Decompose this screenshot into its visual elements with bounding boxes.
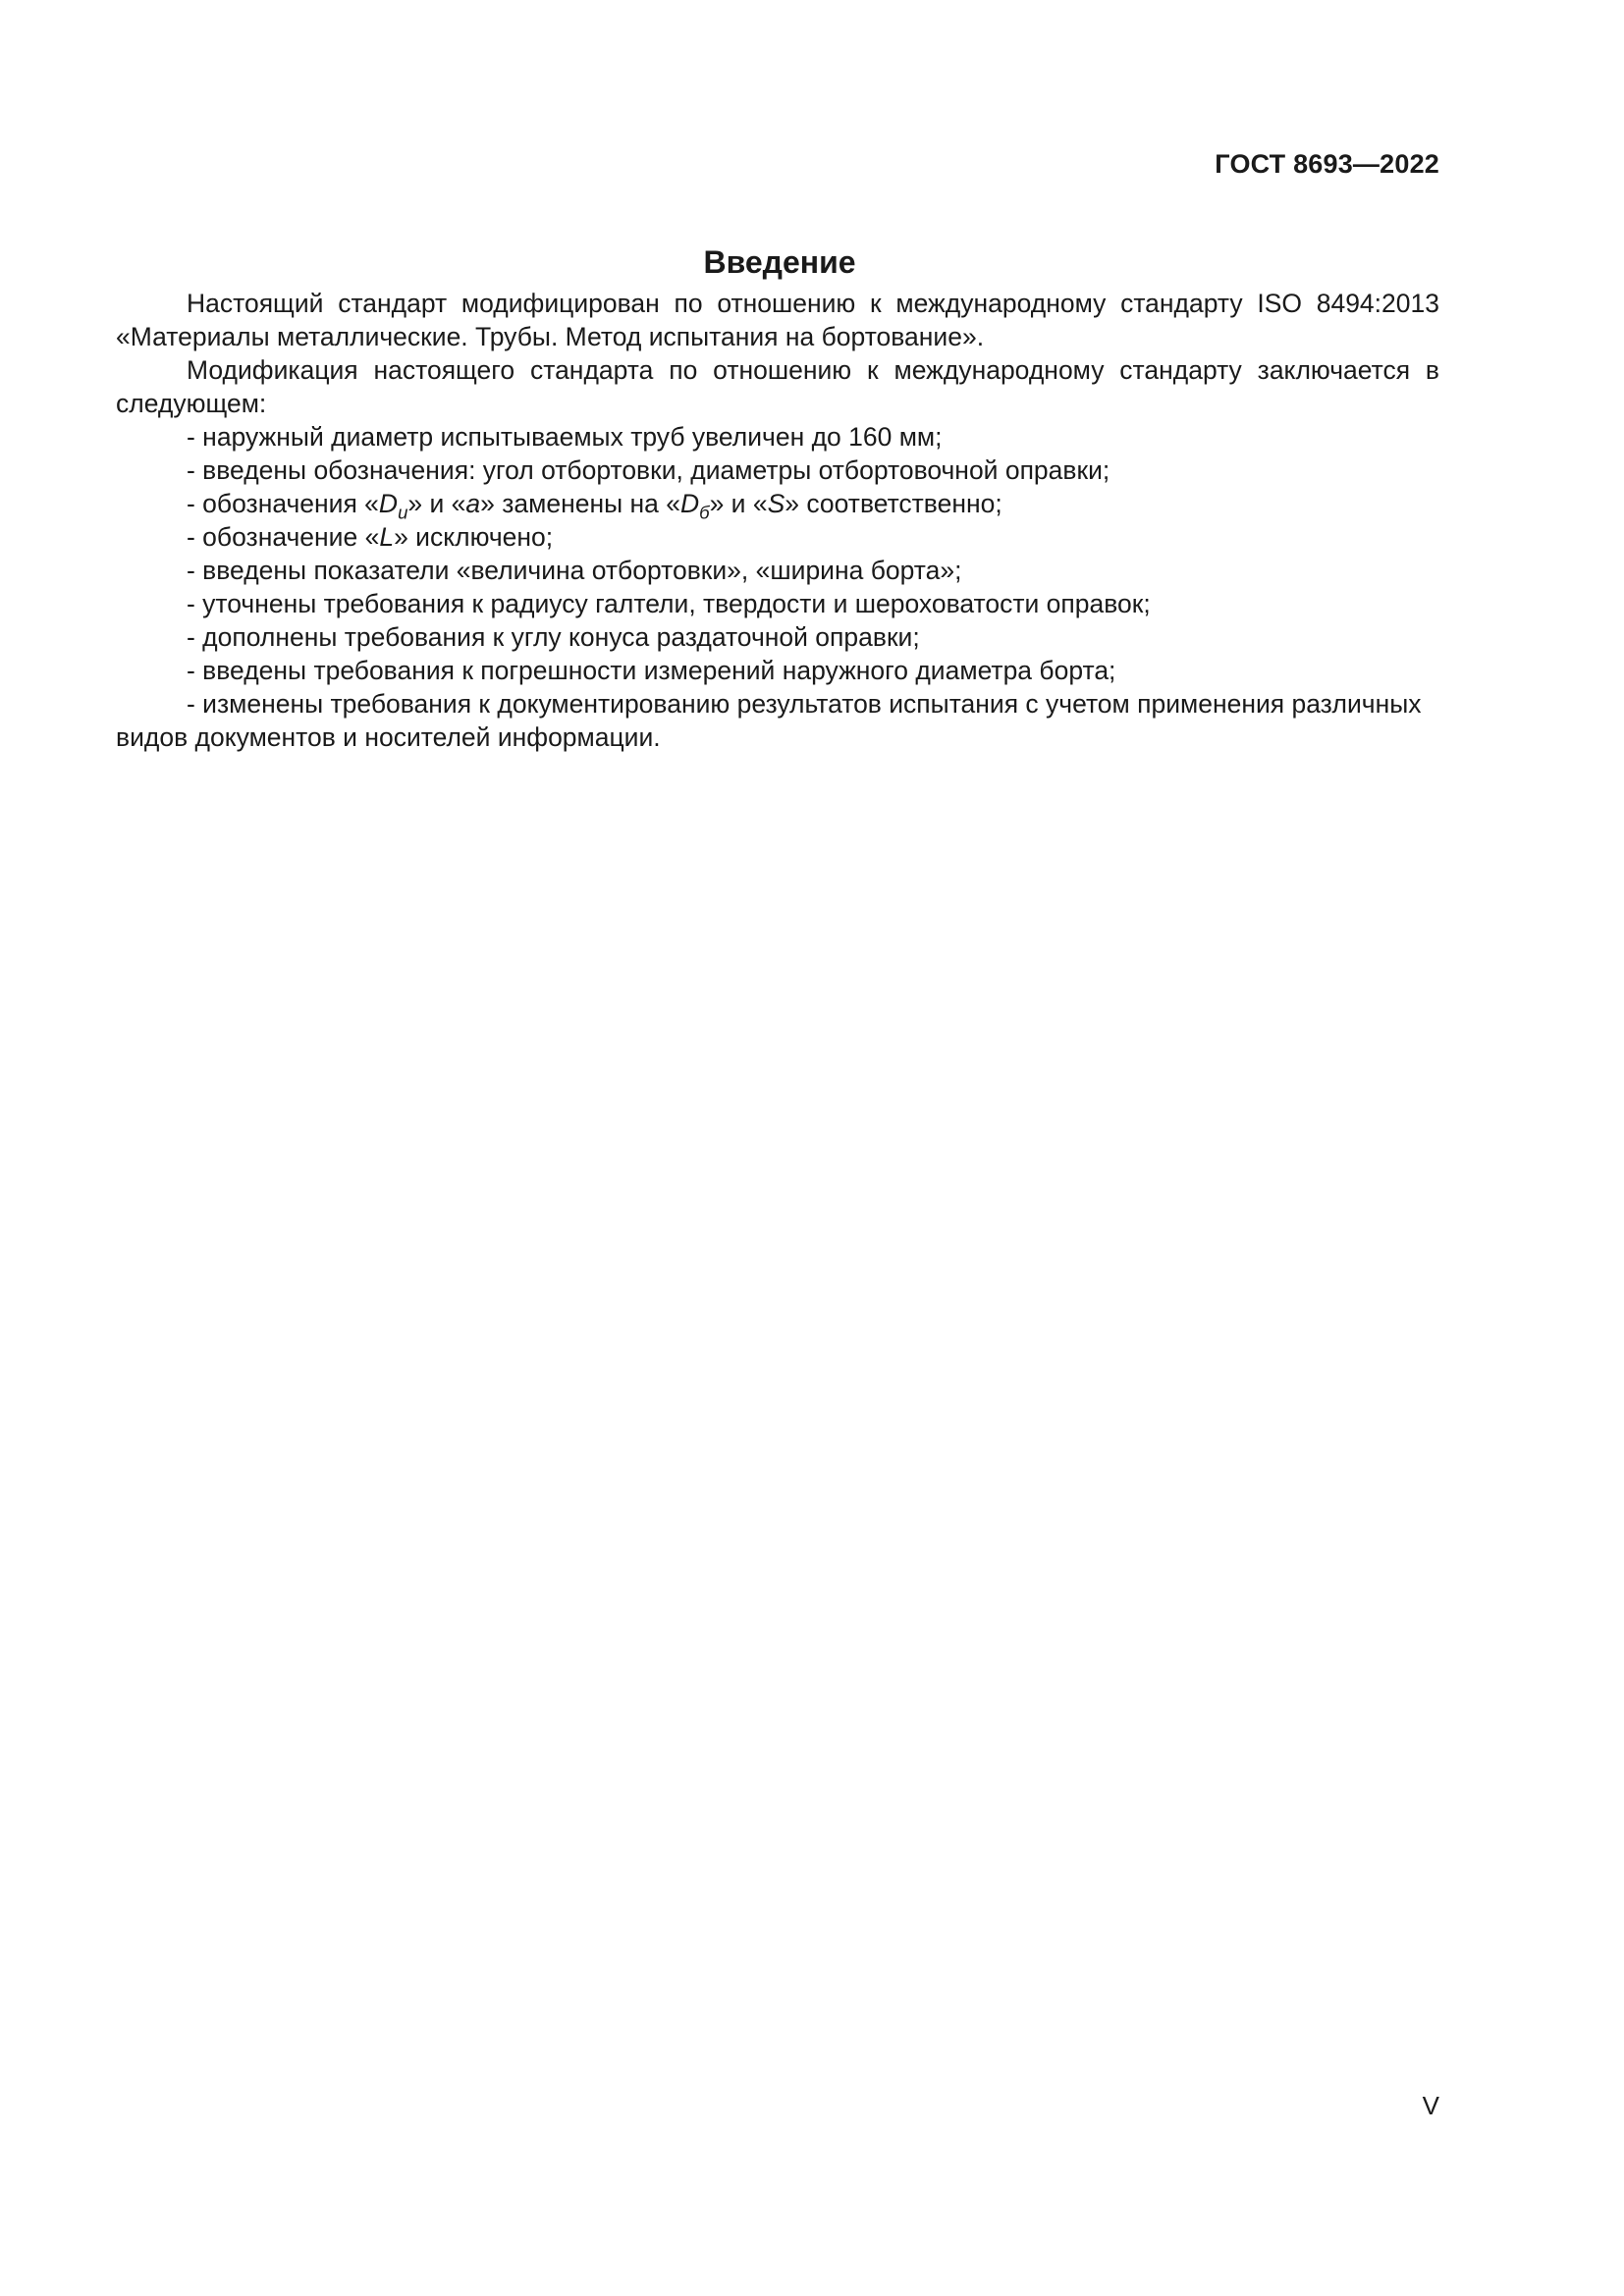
- list-item: - наружный диаметр испытываемых труб увеличен до 160 мм;: [187, 422, 943, 452]
- document-body: [116, 287, 1439, 754]
- list-item: - дополнены требования к углу конуса раздаточной оправки;: [187, 622, 920, 652]
- list-item-text: » и «: [709, 489, 768, 518]
- list-item: - уточнены требования к радиусу галтели, твердости и шероховатости оправок;: [187, 589, 1151, 618]
- list-item: - введены обозначения: угол отбортовки, диаметры отбортовочной оправки;: [187, 455, 1110, 485]
- modification-paragraph: Модификация настоящего стандарта по отношению к международному стандарту заключается в следующем:: [116, 355, 1439, 418]
- list-item-text: » и «: [407, 489, 466, 518]
- section-title: Введение: [703, 244, 856, 281]
- list-item: - введены показатели «величина отбортовки», «ширина борта»;: [187, 556, 962, 585]
- symbol: a: [465, 489, 481, 518]
- document-number: ГОСТ 8693—2022: [1215, 149, 1439, 179]
- list-item: [116, 520, 1439, 554]
- symbol: S: [767, 489, 785, 518]
- intro-paragraph: Настоящий стандарт модифицирован по отношению к международному стандарту ISO 8494:2013 «Материалы металлические. Трубы. Метод испытания на бортование».: [116, 289, 1439, 351]
- list-item: - введены требования к погрешности измерений наружного диаметра борта;: [187, 656, 1116, 685]
- symbol: $D_б$: [679, 489, 710, 523]
- list-item: [116, 487, 1439, 523]
- list-item: - изменены требования к документированию результатов испытания с учетом применения различных видов документов и носителей информации.: [116, 689, 1422, 752]
- page-number: V: [1422, 2091, 1439, 2120]
- list-item-text: » исключено;: [394, 522, 554, 552]
- list-item-text: - обозначение «: [187, 522, 380, 552]
- list-item-text: - обозначения «: [187, 489, 379, 518]
- list-item-text: » соответственно;: [785, 489, 1002, 518]
- list-item-text: » заменены на «: [480, 489, 680, 518]
- symbol: $D_u$: [378, 489, 408, 523]
- symbol: L: [379, 522, 395, 552]
